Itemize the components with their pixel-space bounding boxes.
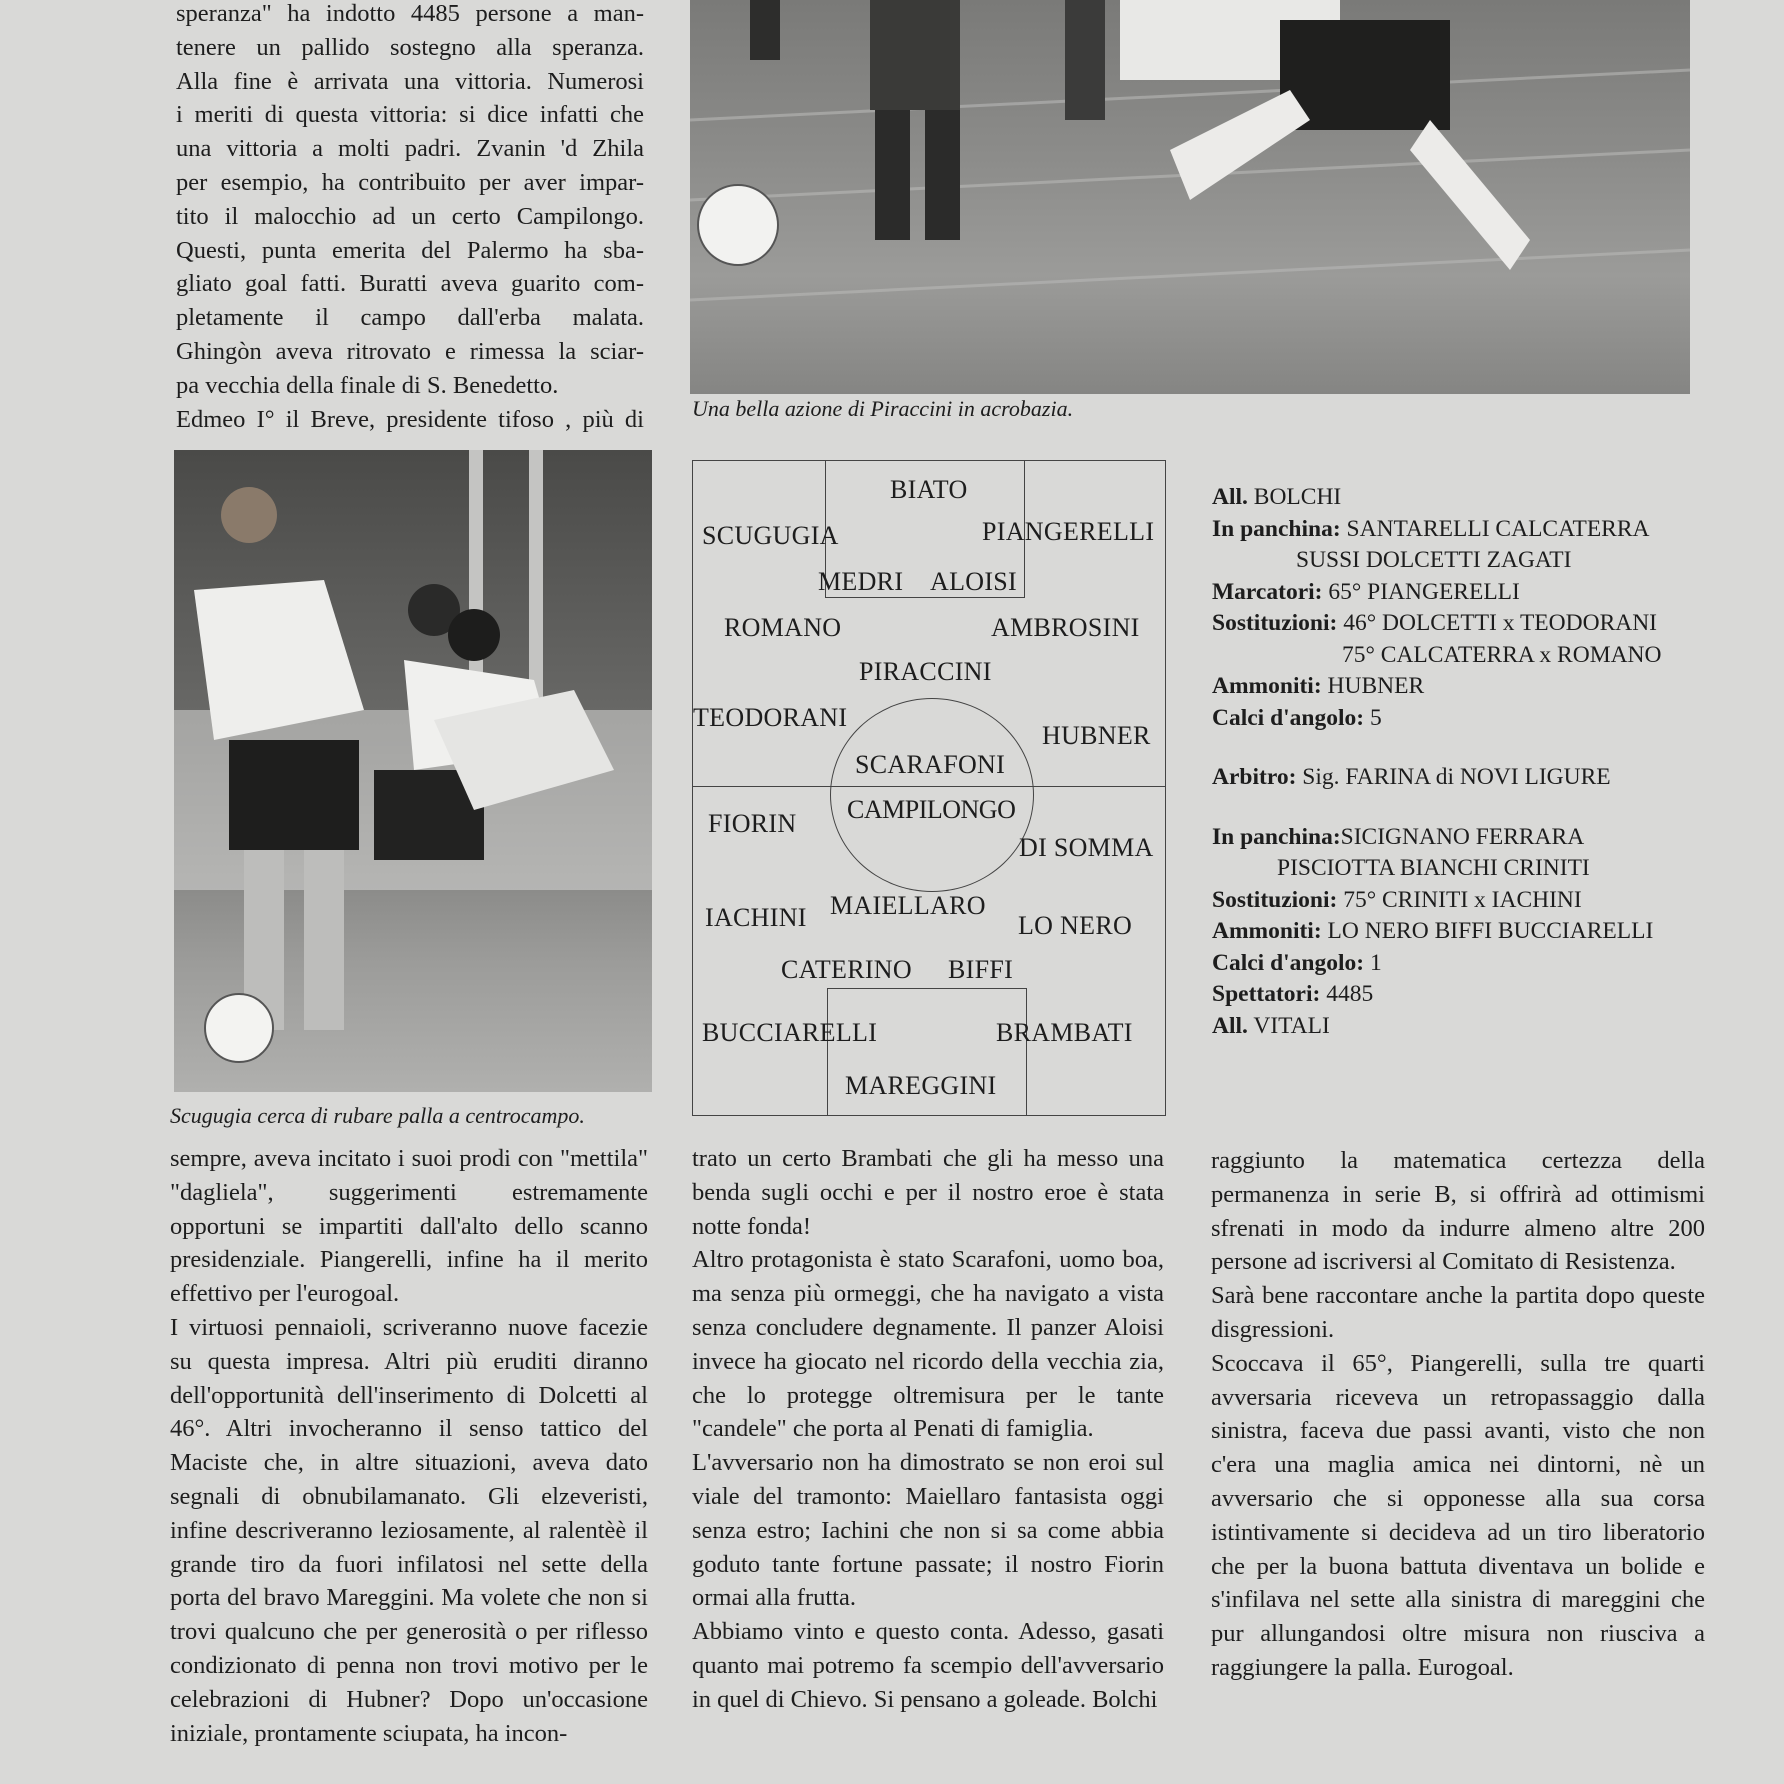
formation-diagram (692, 460, 1166, 1116)
paragraph: I virtuosi pennaioli, scriveranno nuove facezie su questa impresa. Altri più eruditi diranno dell'opportunità dell'inserimento di Dolcetti al 46°. Altri invocheranno il senso tattico del Maciste che, in altre situazioni, aveva dato segnali di obnubilamanato. Gli elzeveristi, infine descriveranno leziosamente, al ralentèè il grande tiro da fuori infilatosi nel sette della porta del bravo Mareggini. Ma volete che non si trovi qualcuno che per generosità o per riflesso condizionato di penna non trovi motivo per le celebrazioni di Hubner? Dopo un'occasione iniziale, prontamente sciupata, ha incon- (170, 1313, 648, 1747)
player-biato: BIATO (890, 475, 968, 504)
home-booked-line: Ammoniti: HUBNER (1212, 673, 1425, 699)
away-corners-line: Calci d'angolo: 1 (1212, 949, 1382, 976)
text-line: pletamente il campo dall'erba malata. (176, 304, 644, 332)
player-lo-nero: LO NERO (1018, 911, 1133, 940)
player-scarafoni: SCARAFONI (855, 750, 1006, 779)
player-teodorani: TEODORANI (693, 703, 848, 732)
away-bench-line-2: PISCIOTTA BIANCHI CRINITI (1277, 855, 1590, 881)
player-medri: MEDRI (818, 567, 904, 596)
text-line: una vittoria a molti padri. Zvanin 'd Zhila (176, 135, 644, 163)
player-romano: ROMANO (724, 613, 842, 642)
article-column-right (1211, 1144, 1705, 1685)
text-line: tenere un pallido sostegno alla speranza. (176, 33, 644, 61)
paragraph: trato un certo Brambati che gli ha messo una benda sugli occhi e per il nostro eroe è stata notte fonda! (692, 1145, 1164, 1240)
paragraph: Scoccava il 65°, Piangerelli, sulla tre quarti avversaria riceveva un retropassaggio dalla sinistra, faceva due passi avanti, visto che non c'era una maglia amica nei dintorni, nè un avversario che si opponesse alla sua corsa istintivamente si decideva ad un tiro liberatorio che per la buona battuta diventava un bolide e s'infilava nel sette alla sinistra di mareggini che pur allungandosi oltre misura non riusciva a raggiungere la palla. Eurogoal. (1211, 1349, 1705, 1681)
player-brambati: BRAMBATI (996, 1018, 1133, 1047)
top-photo (690, 0, 1690, 394)
home-corners-line: Calci d'angolo: 5 (1212, 704, 1382, 731)
match-stats (1212, 482, 1752, 1042)
text-line: Questi, punta emerita del Palermo ha sba- (176, 236, 644, 264)
paragraph: L'avversario non ha dimostrato se non eroi sul viale del tramonto: Maiellaro fantasista oggi senza estro; Iachini che non si sa come abbia goduto tante fortune passate; il nostro Fiorin ormai alla frutta. (692, 1449, 1164, 1612)
text-line: pa vecchia della finale di S. Benedetto. (176, 371, 559, 399)
spectators-line: Spettatori: 4485 (1212, 981, 1374, 1007)
player-maiellaro: MAIELLARO (830, 891, 986, 920)
player-biffi: BIFFI (948, 955, 1014, 984)
paragraph: Sarà bene raccontare anche la partita dopo queste disgressioni. (1211, 1282, 1705, 1343)
paragraph: Abbiamo vinto e questo conta. Adesso, gasati quanto mai potremo fa scempio dell'avversario in quel di Chievo. Si pensano a goleade. Bolchi (692, 1618, 1164, 1713)
player-caterino: CATERINO (781, 955, 912, 984)
referee-line: Arbitro: Sig. FARINA di NOVI LIGURE (1212, 764, 1611, 790)
top-left-text (176, 0, 644, 436)
home-bench-line: In panchina: SANTARELLI CALCATERRA (1212, 515, 1650, 542)
player-iachini: IACHINI (705, 903, 807, 932)
player-aloisi: ALOISI (930, 567, 1018, 596)
home-subs-line: Sostituzioni: 46° DOLCETTI x TEODORANI (1212, 610, 1658, 636)
player-campilongo: CAMPILONGO (847, 795, 1016, 824)
text-line: per esempio, ha contribuito per aver impar- (176, 168, 644, 196)
text-line: Alla fine è arrivata una vittoria. Numerosi (176, 67, 644, 95)
player-mareggini: MAREGGINI (845, 1071, 997, 1100)
text-line: tito il malocchio ad un certo Campilongo. (176, 202, 644, 230)
top-photo-caption: Una bella azione di Piraccini in acrobazia. (692, 396, 1074, 421)
left-photo-caption: Scugugia cerca di rubare palla a centrocampo. (170, 1103, 585, 1128)
paragraph: raggiunto la matematica certezza della permanenza in serie B, si offrirà ad ottimismi sfrenati in modo da indurre almeno altre 200 persone ad iscriversi al Comitato di Resistenza. (1211, 1147, 1705, 1276)
home-bench-line-2: SUSSI DOLCETTI ZAGATI (1296, 547, 1572, 573)
text-line: Ghingòn aveva ritrovato e rimessa la sciar- (176, 337, 644, 365)
text-line: gliato goal fatti. Buratti aveva guarito com- (176, 270, 644, 298)
player-bucciarelli: BUCCIARELLI (702, 1018, 878, 1047)
home-scorers-line: Marcatori: 65° PIANGERELLI (1212, 578, 1520, 605)
left-photo (174, 450, 652, 1092)
player-piraccini: PIRACCINI (859, 657, 992, 686)
paragraph: sempre, aveva incitato i suoi prodi con "mettila" "dagliela", suggerimenti estremamente opportuni se impartiti dall'alto dello scanno presidenziale. Piangerelli, infine ha il merito effettivo per l'eurogoal. (170, 1145, 648, 1308)
player-di-somma: DI SOMMA (1019, 833, 1154, 862)
text-line: Edmeo I° il Breve, presidente tifoso , più di (176, 405, 644, 433)
home-coach-line: All. BOLCHI (1212, 484, 1342, 510)
away-subs-line: Sostituzioni: 75° CRINITI x IACHINI (1212, 886, 1582, 913)
article-column-left (170, 1142, 648, 1750)
player-piangerelli: PIANGERELLI (982, 517, 1155, 546)
away-bench-line: In panchina:SICIGNANO FERRARA (1212, 823, 1585, 850)
away-coach-line: All. VITALI (1212, 1012, 1330, 1039)
player-hubner: HUBNER (1042, 721, 1151, 750)
article-column-middle (692, 1142, 1164, 1717)
text-line: i meriti di questa vittoria: si dice infatti che (176, 101, 644, 129)
away-booked-line: Ammoniti: LO NERO BIFFI BUCCIARELLI (1212, 918, 1654, 944)
text-line: speranza" ha indotto 4485 persone a man- (176, 0, 644, 27)
player-ambrosini: AMBROSINI (991, 613, 1140, 642)
home-subs-line-2: 75° CALCATERRA x ROMANO (1342, 641, 1662, 668)
player-fiorin: FIORIN (708, 809, 797, 838)
player-scugugia: SCUGUGIA (702, 521, 839, 550)
paragraph: Altro protagonista è stato Scarafoni, uomo boa, ma senza più ormeggi, che ha navigato a vista senza concludere degnamente. Il panzer Aloisi invece ha giocato nel ricordo della vecchia zia, che lo protegge oltremisura per le tante "candele" che porta al Penati di famiglia. (692, 1246, 1164, 1443)
